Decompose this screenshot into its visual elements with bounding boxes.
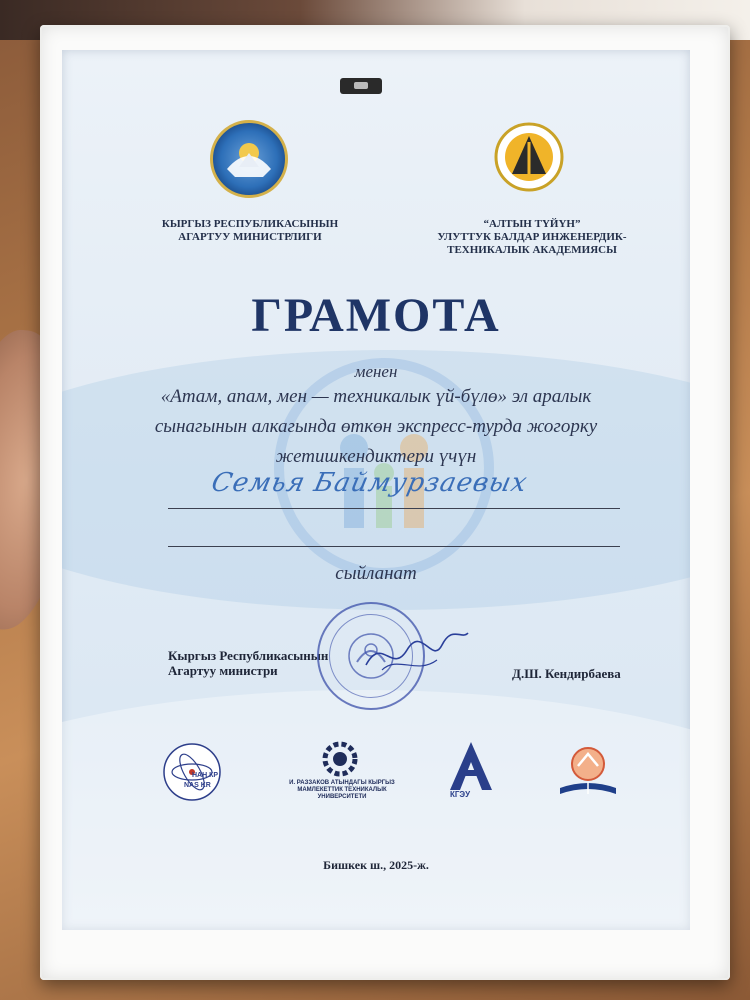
body-line: «Атам, апам, мен — техникалык үй-бүлө» эл аралык	[160, 386, 592, 407]
ministry-name-line: АГАРТУУ МИНИСТРЛИГИ	[178, 231, 322, 243]
university-caption-line: И. РАЗЗАКОВ АТЫНДАГЫ КЫРГЫЗ	[289, 780, 395, 786]
recipient-line	[168, 508, 620, 509]
body-line: менен	[354, 362, 398, 381]
body-line: жетишкендиктери үчүн	[275, 446, 477, 467]
nas-kr-label: НАН КР	[192, 772, 219, 779]
nas-kr-label: NAS KR	[184, 782, 211, 789]
academy-name-line: ТЕХНИКАЛЫК АКАДЕМИЯСЫ	[447, 244, 617, 256]
ministry-header	[150, 218, 350, 244]
recipient-name-handwritten: Семья Баймурзаевых	[208, 468, 531, 498]
place-and-date: Бишкек ш., 2025-ж.	[323, 858, 429, 872]
signatory-title-line: Агартуу министри	[168, 663, 278, 678]
university-caption-line: МАМЛЕКЕТТИК ТЕХНИКАЛЫК	[297, 787, 387, 793]
university-caption-line: УНИВЕРСИТЕТИ	[317, 794, 367, 800]
kgeu-logo	[446, 740, 496, 805]
frame-hanger	[340, 78, 382, 94]
kyrgyz-emblem-logo	[210, 120, 288, 198]
certificate-title: ГРАМОТА	[251, 289, 501, 342]
altyn-tuyun-logo	[494, 122, 564, 192]
kgeu-label: КГЭУ	[450, 790, 471, 799]
ministry-name-line: КЫРГЫЗ РЕСПУБЛИКАСЫНЫН	[161, 218, 339, 230]
body-line: сынагынын алкагында өткөн экспресс-турда жогорку	[154, 416, 598, 437]
academy-header	[422, 218, 642, 257]
academy-name-line: “АЛТЫН ТҮЙҮН”	[483, 218, 581, 230]
technical-university-logo	[272, 740, 412, 810]
signature-mark	[362, 625, 472, 685]
recipient-line	[168, 546, 620, 547]
certificate-sheet	[62, 50, 690, 930]
signatory-title	[168, 648, 328, 678]
nas-kr-logo	[162, 742, 222, 802]
signatory-title-line: Кыргыз Республикасынын	[168, 648, 329, 663]
awarded-text: сыйланат	[335, 563, 417, 584]
academy-name-line: УЛУТТУК БАЛДАР ИНЖЕНЕРДИК-	[437, 231, 627, 243]
background-wave	[62, 690, 690, 930]
signatory-name: Д.Ш. Кендирбаева	[512, 666, 621, 681]
education-book-logo	[554, 744, 622, 800]
